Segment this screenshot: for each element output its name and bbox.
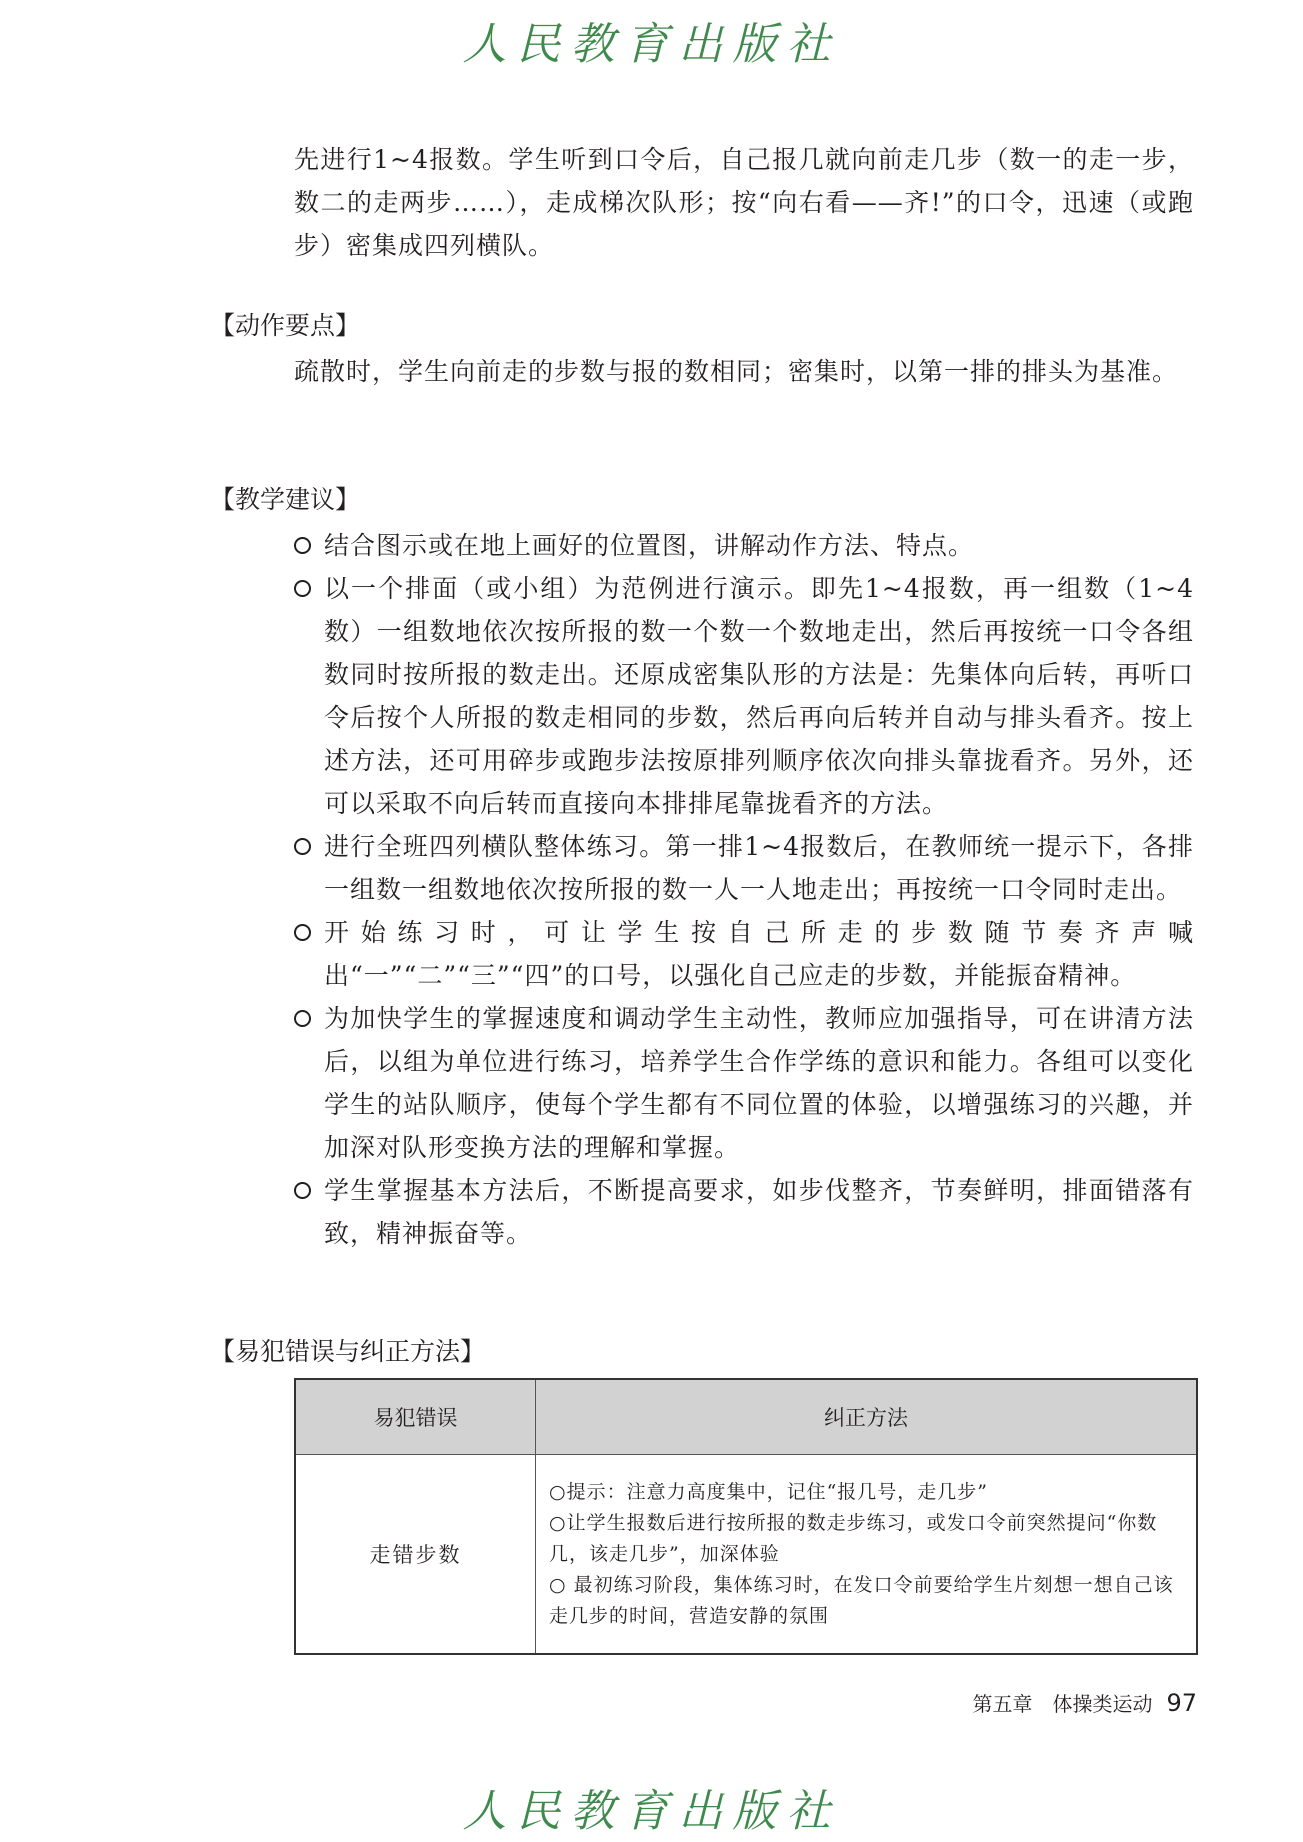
circle-bullet-icon — [294, 580, 311, 597]
errors-heading: 【易犯错误与纠正方法】 — [210, 1337, 486, 1366]
list-item: 为加快学生的掌握速度和调动学生主动性，教师应加强指导，可在讲清方法后，以组为单位进行练习，培养学生合作学练的意识和能力。各组可以变化学生的站队顺序，使每个学生都有不同位置的体验，以增强练习的兴趣，并加深对队形变换方法的理解和掌握。 — [294, 997, 1194, 1169]
error-cell: 走错步数 — [295, 1455, 536, 1655]
publisher-logo-bottom: 人民教育出版社 — [462, 1786, 841, 1837]
list-item: 学生掌握基本方法后，不断提高要求，如步伐整齐，节奏鲜明，排面错落有致，精神振奋等。 — [294, 1169, 1194, 1255]
action-points-text: 疏散时，学生向前走的步数与报的数相同；密集时，以第一排的排头为基准。 — [294, 357, 1179, 386]
page-number: 97 — [1166, 1689, 1197, 1717]
circle-bullet-icon — [294, 537, 311, 554]
publisher-logo-top: 人民教育出版社 — [462, 19, 841, 70]
fix-line: ○让学生报数后进行按所报的数走步练习，或发口令前突然提问“你数几，该走几步”，加深体验 — [549, 1511, 1158, 1565]
action-points-heading: 【动作要点】 — [210, 311, 361, 340]
circle-bullet-icon — [294, 1010, 311, 1027]
page-footer — [972, 1688, 1197, 1719]
column-header-error: 易犯错误 — [295, 1379, 536, 1455]
list-item: 以一个排面（或小组）为范例进行演示。即先1~4报数，再一组数（1~4数）一组数地依次按所报的数一个数一个数地走出，然后再按统一口令各组数同时按所报的数走出。还原成密集队形的方法是：先集体向后转，再听口令后按个人所报的数走相同的步数，然后再向后转并自动与排头看齐。按上述方法，还可用碎步或跑步法按原排列顺序依次向排头靠拢看齐。另外，还可以采取不向后转而直接向本排排尾靠拢看齐的方法。 — [294, 567, 1194, 825]
list-item: 结合图示或在地上画好的位置图，讲解动作方法、特点。 — [294, 524, 1194, 567]
teaching-list — [294, 524, 1194, 1255]
circle-bullet-icon — [294, 1182, 311, 1199]
circle-bullet-icon — [294, 924, 311, 941]
list-item: 进行全班四列横队整体练习。第一排1~4报数后，在教师统一提示下，各排一组数一组数地依次按所报的数一人一人地走出；再按统一口令同时走出。 — [294, 825, 1194, 911]
errors-table — [294, 1378, 1198, 1655]
list-item: 开始练习时，可让学生按自己所走的步数随节奏齐声喊出“一”“二”“三”“四”的口号，以强化自己应走的步数，并能振奋精神。 — [294, 911, 1194, 997]
chapter-title: 第五章 体操类运动 — [972, 1692, 1153, 1716]
fix-line: ○ 最初练习阶段，集体练习时，在发口令前要给学生片刻想一想自己该走几步的时间，营造安静的氛围 — [549, 1573, 1174, 1627]
fix-line: ○提示：注意力高度集中，记住“报几号，走几步” — [549, 1480, 989, 1503]
table-header-row — [295, 1379, 1197, 1455]
circle-bullet-icon — [294, 838, 311, 855]
column-header-fix: 纠正方法 — [536, 1379, 1198, 1455]
table-row — [295, 1455, 1197, 1655]
teaching-heading: 【教学建议】 — [210, 485, 361, 514]
fix-cell — [536, 1455, 1198, 1655]
intro-paragraph: 先进行1~4报数。学生听到口令后，自己报几就向前走几步（数一的走一步，数二的走两步……），走成梯次队形；按“向右看——齐!”的口令，迅速（或跑步）密集成四列横队。 — [294, 145, 1194, 260]
